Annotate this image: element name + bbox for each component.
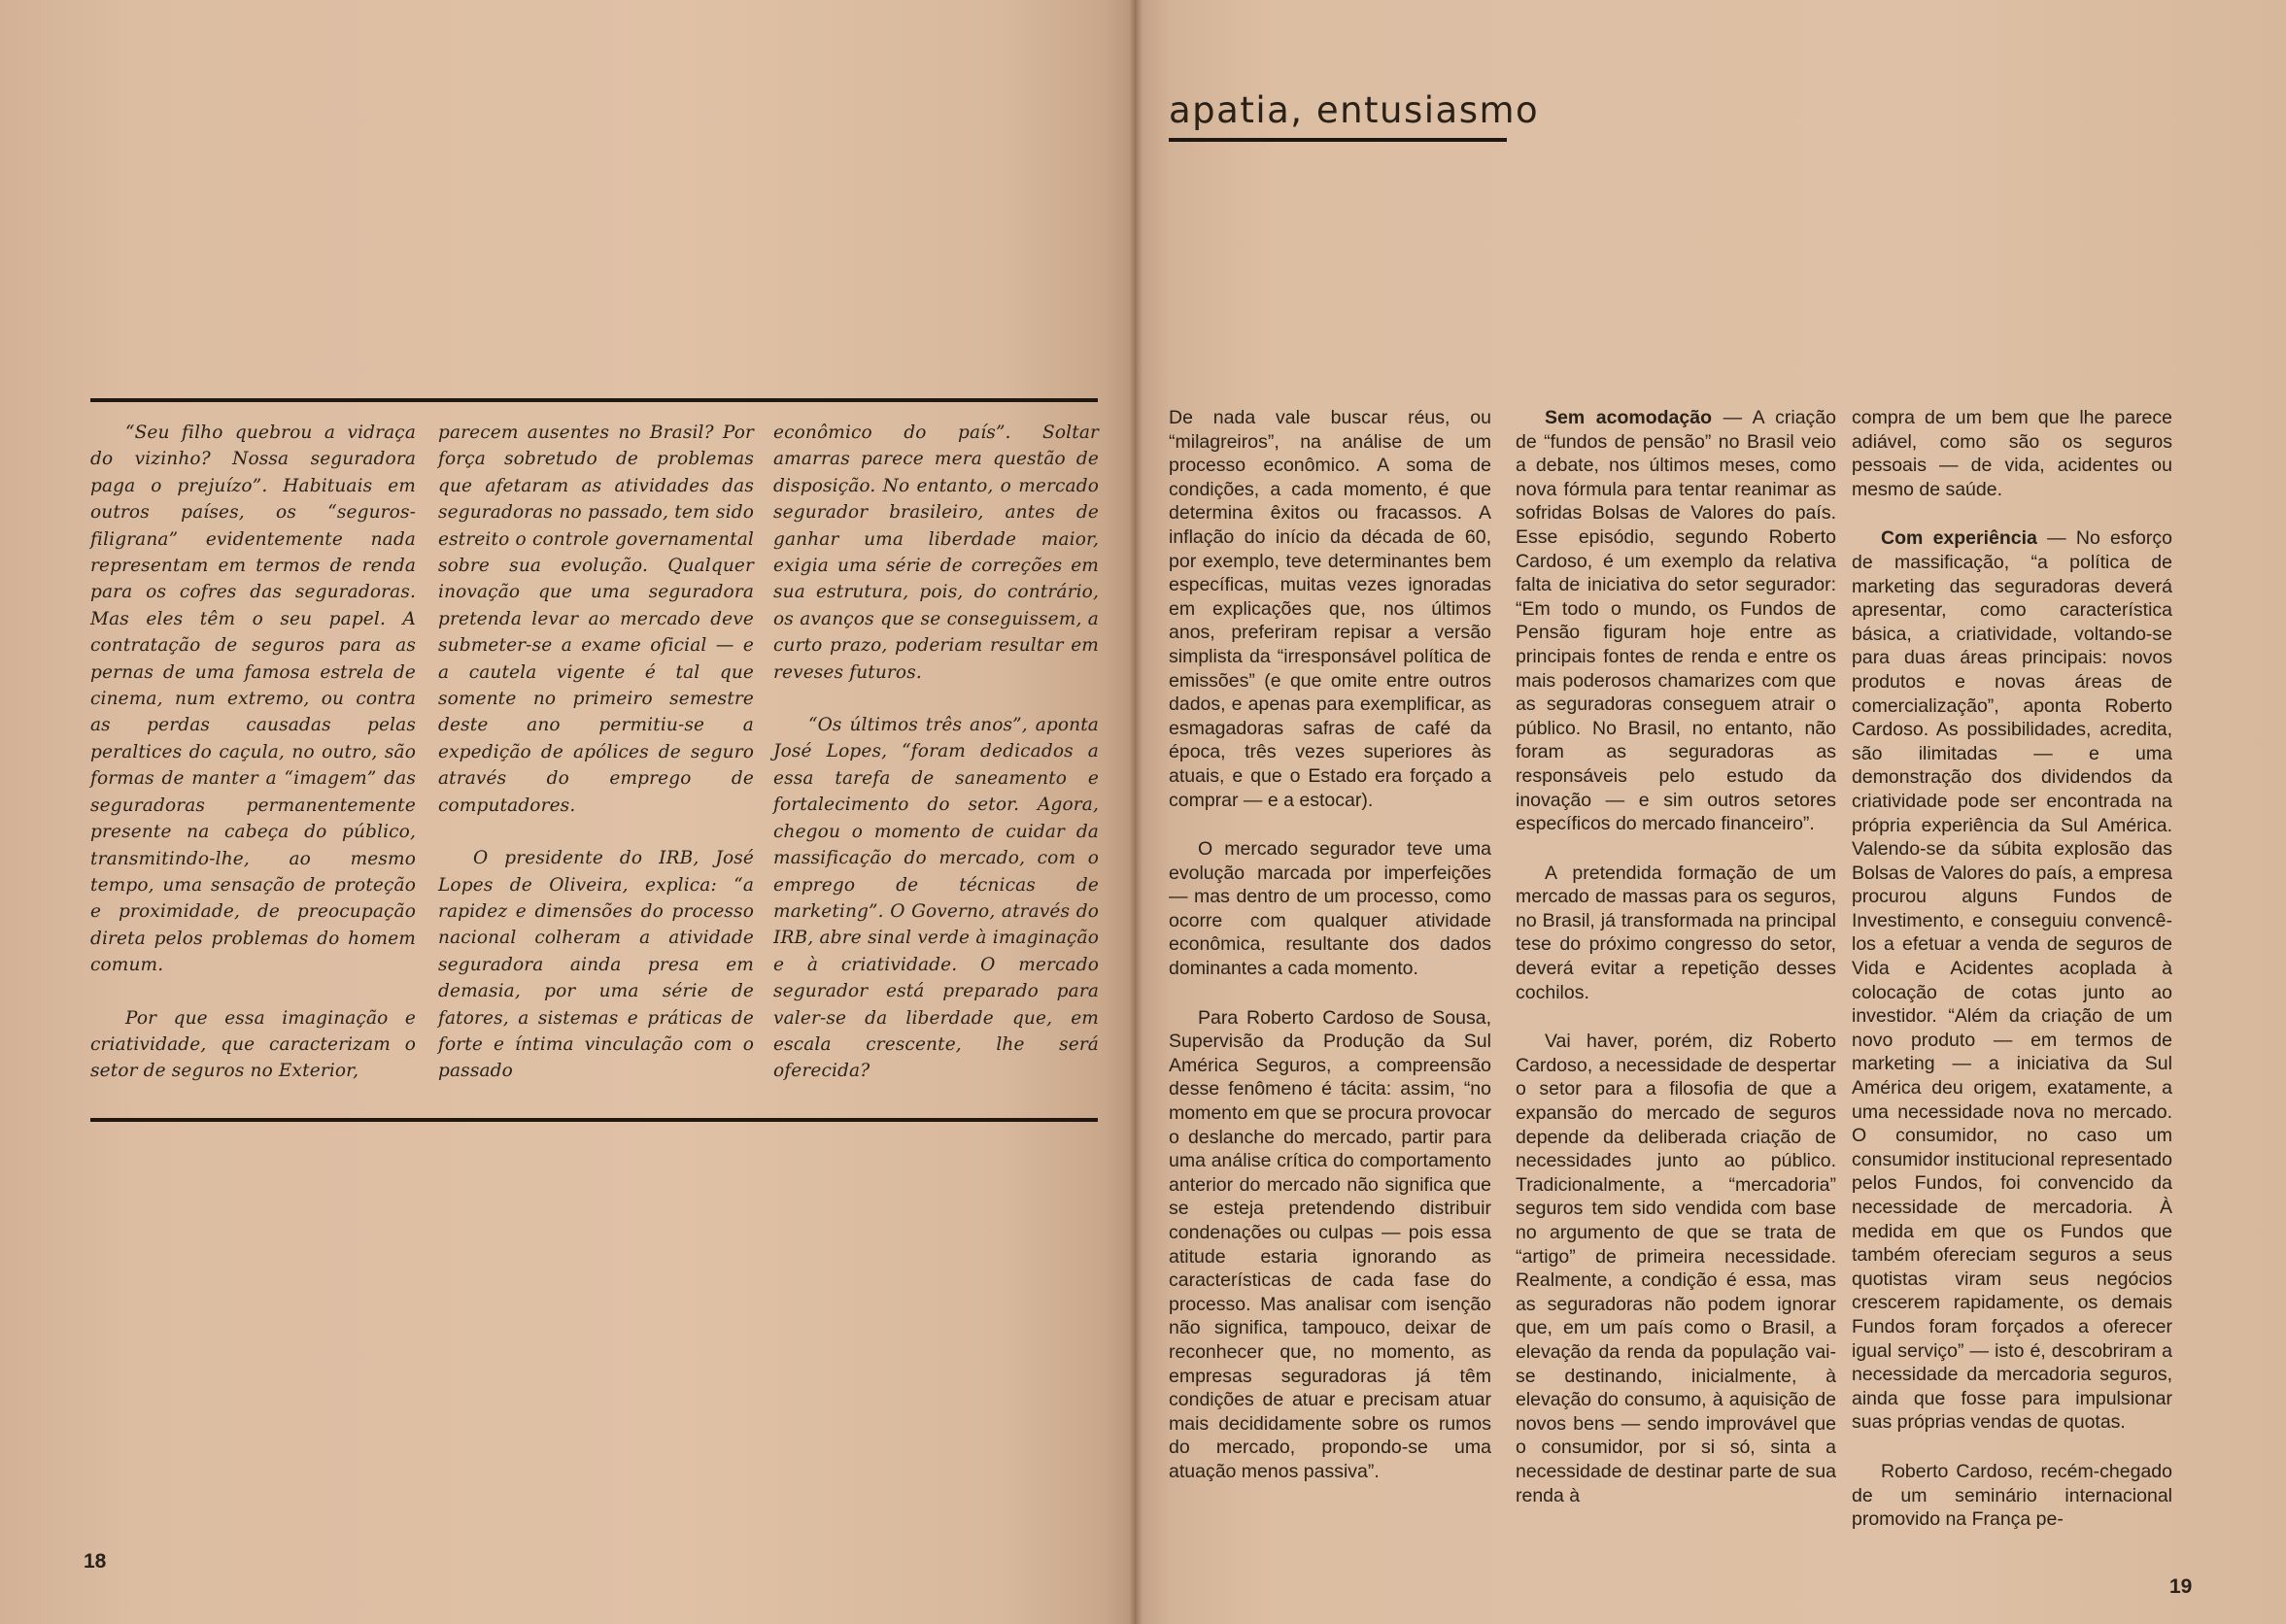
page-number-left: 18 bbox=[84, 1550, 107, 1573]
book-spine bbox=[1129, 0, 1143, 1624]
body-column-3 bbox=[1852, 406, 2172, 1557]
title-underline bbox=[1169, 138, 1507, 142]
quote-paragraph: parecem ausentes no Brasil? Por força sobretudo de problemas que afetaram as atividades das seguradoras no passado, tem sido estreito o controle governamental sobre sua evolução. Qualquer inovação que uma seguradora pretenda levar ao mercado deve submeter-se a exame oficial — e a cautela vigente é tal que somente no primeiro semestre deste ano permitiu-se a expedição de apólices de seguro através do emprego de computadores. bbox=[438, 423, 754, 816]
quote-column-3 bbox=[773, 420, 1099, 1111]
body-column-2 bbox=[1516, 406, 1836, 1533]
quote-paragraph: O presidente do IRB, José Lopes de Oliveira, explica: “a rapidez e dimensões do processo nacional colheram a atividade seguradora ainda presa em demasia, por uma série de fatores, a sistemas e práticas de forte e íntima vinculação com o passado bbox=[438, 848, 754, 1082]
body-paragraph: Com experiência — No esforço de massificação, “a política de marketing das seguradoras deverá apresentar, como característica básica, a criatividade, voltando-se para duas áreas principais: novos produtos e novas áreas de comercialização”, aponta Roberto Cardoso. As possibilidades, acredita, são ilimitadas — e uma demonstração dos dividendos da criatividade pode ser encontrada na própria experiência da Sul América. Valendo-se da súbita explosão das Bolsas de Valores do país, a empresa procurou alguns Fundos de Investimento, e conseguiu convencê-los a efetuar a venda de seguros de Vida e Acidentes acoplada à colocação de cotas junto ao investidor. “Além da criação de um novo produto — em termos de marketing — a iniciativa da Sul América deu origem, exatamente, a uma necessidade nova no mercado. O consumidor, no caso um consumidor institucional representado pelos Fundos, foi convencido da necessidade de mercadoria. À medida em que os Fundos que também ofereciam seguros a seus quotistas viram seus negócios crescerem rapidamente, os demais Fundos foram forçados a oferecer igual serviço” — isto é, descobriram a necessidade da mercadoria seguros, ainda que fosse para impulsionar suas próprias vendas de quotas. bbox=[1852, 527, 2172, 1434]
body-paragraph: Sem acomodação — A criação de “fundos de pensão” no Brasil veio a debate, nos últimos meses, como nova fórmula para tentar reanimar as sofridas Bolsas de Valores do país. Esse episódio, segundo Roberto Cardoso, é um exemplo da relativa falta de iniciativa do setor segurador: “Em todo o mundo, os Fundos de Pensão figuram hoje entre as principais fontes de renda e entre os mais poderosos chamarizes com que as seguradoras conseguem atrair o público. No Brasil, no entanto, não foram as seguradoras as responsáveis pelo estudo da inovação — e sim outros setores específicos do mercado financeiro”. bbox=[1516, 407, 1836, 835]
quote-paragraph: “Os últimos três anos”, aponta José Lopes, “foram dedicados a essa tarefa de saneamento e fortalecimento do setor. Agora, chegou o momento de cuidar da massificação do mercado, com o emprego de técnicas de marketing”. O Governo, através do IRB, abre sinal verde à imaginação e à criatividade. O mercado segurador está preparado para valer-se da liberdade que, em escala crescente, lhe será oferecida? bbox=[773, 715, 1099, 1082]
quote-paragraph: Por que essa imaginação e criatividade, que caracterizam o setor de seguros no Exterior, bbox=[90, 1007, 416, 1082]
body-paragraph: Para Roberto Cardoso de Sousa, Supervisão da Produção da Sul América Seguros, a compreensão desse fenômeno é tácita: assim, “no momento em que se procura provocar o deslanche do mercado, partir para uma análise crítica do comportamento anterior do mercado não significa que se esteja pretendendo distribuir condenações ou culpas — pois essa atitude estaria ignorando as características de cada fase do processo. Mas analisar com isenção não significa, tampouco, deixar de reconhecer que, no momento, as empresas seguradoras já têm condições de atuar e precisam atuar mais decididamente sobre os rumos do mercado, propondo-se uma atuação menos passiva”. bbox=[1169, 1006, 1491, 1482]
body-paragraph: De nada vale buscar réus, ou “milagreiros”, na análise de um processo econômico. A soma de condições, a cada momento, é que determina êxitos ou fracassos. A inflação do início da década de 60, por exemplo, teve determinantes bem específicas, muitas vezes ignoradas em explicações que, nos últimos anos, preferiram repisar a versão simplista da “irresponsável política de emissões” (e que omite entre outros dados, e apenas para exemplificar, as esmagadoras safras de café da época, três vezes superiores às atuais, e que o Estado era forçado a comprar — e a estocar). bbox=[1169, 407, 1491, 811]
quote-paragraph: econômico do país”. Soltar amarras parece mera questão de disposição. No entanto, o mercado segurador brasileiro, antes de ganhar uma liberdade maior, exigia uma série de correções em sua estrutura, pois, do contrário, os avanços que se conseguissem, a curto prazo, poderiam resultar em reveses futuros. bbox=[773, 423, 1099, 683]
article-title: apatia, entusiasmo bbox=[1169, 89, 1540, 131]
quote-top-rule bbox=[90, 398, 1098, 402]
body-paragraph: Vai haver, porém, diz Roberto Cardoso, a necessidade de despertar o setor para a filosofia de que a expansão do mercado de seguros depende da deliberada criação de necessidades junto ao público. Tradicionalmente, a “mercadoria” seguros tem sido vendida com base no argumento de que se trata de “artigo” de primeira necessidade. Realmente, a condição é essa, mas as seguradoras não podem ignorar que, em um país como o Brasil, a elevação da renda da população vai-se destinando, inicialmente, à elevação do consumo, à aquisição de novos bens — sendo improvável que o consumidor, por si só, sinta a necessidade de destinar parte de sua renda à bbox=[1516, 1031, 1836, 1506]
body-column-1 bbox=[1169, 406, 1491, 1509]
subhead-com-experiencia: Com experiência bbox=[1881, 527, 2037, 550]
subhead-sem-acomodacao: Sem acomodação bbox=[1545, 407, 1712, 428]
quote-column-2 bbox=[438, 420, 754, 1111]
quote-bottom-rule bbox=[90, 1118, 1098, 1122]
body-paragraph: O mercado segurador teve uma evolução marcada por imperfeições — mas dentro de um processo, como ocorre com qualquer atividade econômica, resultante dos dados dominantes a cada momento. bbox=[1169, 838, 1491, 980]
body-paragraph: Roberto Cardoso, recém-chegado de um seminário internacional promovido na França pe- bbox=[1852, 1460, 2172, 1531]
quote-paragraph: “Seu filho quebrou a vidraça do vizinho? Nossa seguradora paga o prejuízo”. Habituais em outros países, os “seguros-filigrana” evidentemente nada representam em termos de renda para os cofres das seguradoras. Mas eles têm o seu papel. A contratação de seguros para as pernas de uma famosa estrela de cinema, num extremo, ou contra as perdas causadas pelas peraltices do caçula, no outro, são formas de manter a “imagem” das seguradoras permanentemente presente na cabeça do público, transmitindo-lhe, ao mesmo tempo, uma sensação de proteção e proximidade, de preocupação direta pelos problemas do homem comum. bbox=[90, 423, 416, 976]
quote-column-1 bbox=[90, 420, 416, 1111]
body-paragraph: A pretendida formação de um mercado de massas para os seguros, no Brasil, já transformada na principal tese do próximo congresso do setor, deverá evitar a repetição desses cochilos. bbox=[1516, 862, 1836, 1003]
page-number-right: 19 bbox=[2169, 1575, 2193, 1598]
body-paragraph: compra de um bem que lhe parece adiável, como são os seguros pessoais — de vida, acidentes ou mesmo de saúde. bbox=[1852, 407, 2172, 500]
